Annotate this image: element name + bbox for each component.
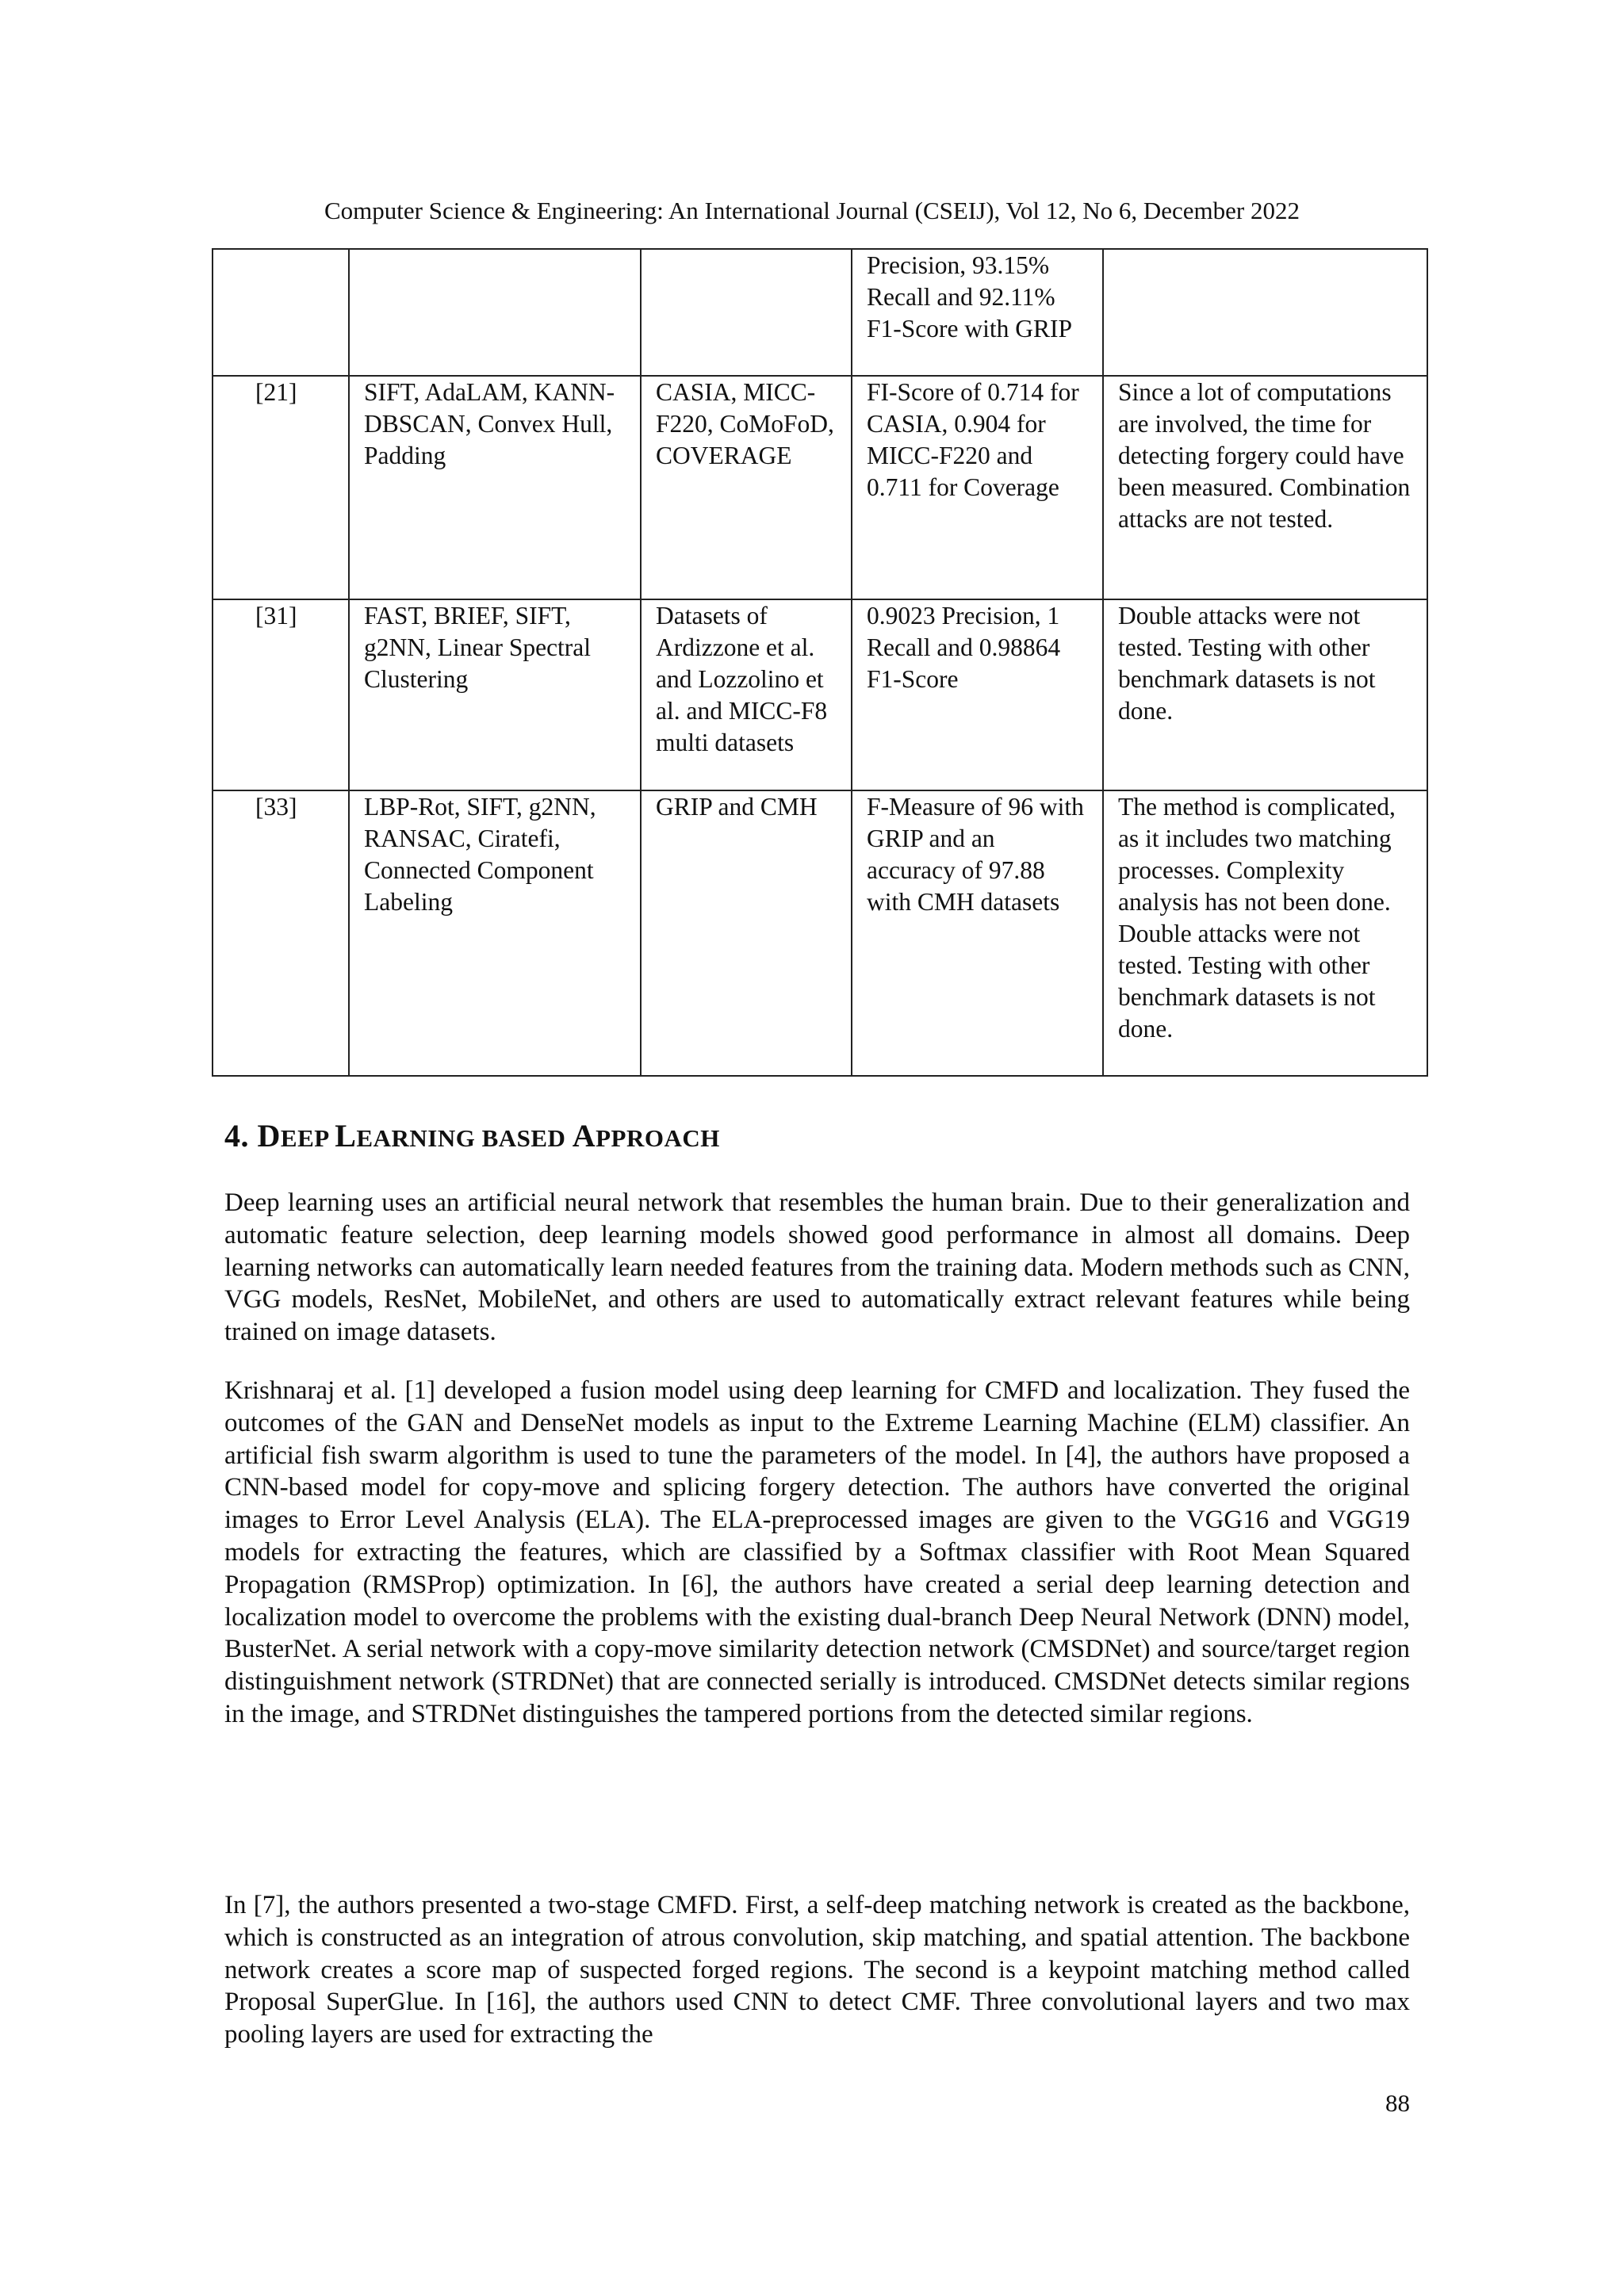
table-cell-techniques: SIFT, AdaLAM, KANN-DBSCAN, Convex Hull, Padding	[349, 376, 641, 599]
table-cell-techniques: LBP-Rot, SIFT, g2NN, RANSAC, Ciratefi, Connected Component Labeling	[349, 790, 641, 1076]
table-cell-techniques: FAST, BRIEF, SIFT, g2NN, Linear Spectral Clustering	[349, 599, 641, 790]
paragraph: In [7], the authors presented a two-stage CMFD. First, a self-deep matching network is created as the backbone, which is constructed as an integration of atrous convolution, skip matching, and spatial attention. The backbone network creates a score map of suspected forged regions. The second is a keypoint matching method called Proposal SuperGlue. In [16], the authors used CNN to detect CMF. Three convolutional layers and two max pooling layers are used for extracting the	[224, 1891, 1410, 2049]
table-cell-results: FI-Score of 0.714 for CASIA, 0.904 for MICC-F220 and 0.711 for Coverage	[852, 376, 1103, 599]
table-cell-ref: [33]	[213, 790, 349, 1076]
section-heading: 4. DEEP LEARNING BASED APPROACH	[224, 1118, 720, 1154]
table-cell-ref: [31]	[213, 599, 349, 790]
table-cell-ref	[213, 249, 349, 376]
table-cell-results: F-Measure of 96 with GRIP and an accuracy of 97.88 with CMH datasets	[852, 790, 1103, 1076]
table-cell-limitations: Since a lot of computations are involved, the time for detecting forgery could have been measured. Combination attacks are not tested.	[1103, 376, 1427, 599]
table-cell-datasets	[641, 249, 852, 376]
table-cell-results: Precision, 93.15% Recall and 92.11% F1-Score with GRIP	[852, 249, 1103, 376]
table-cell-techniques	[349, 249, 641, 376]
table-cell-limitations	[1103, 249, 1427, 376]
table-cell-limitations: Double attacks were not tested. Testing with other benchmark datasets is not done.	[1103, 599, 1427, 790]
table-row	[213, 790, 1427, 1076]
paragraph: Krishnaraj et al. [1] developed a fusion model using deep learning for CMFD and localization. They fused the outcomes of the GAN and DenseNet models as input to the Extreme Learning Machine (ELM) classifier. An artificial fish swarm algorithm is used to tune the parameters of the model. In [4], the authors have proposed a CNN-based model for copy-move and splicing forgery detection. The authors have converted the original images to Error Level Analysis (ELA). The ELA-preprocessed images are given to the VGG16 and VGG19 models for extracting the features, which are classified by a Softmax classifier with Root Mean Squared Propagation (RMSProp) optimization. In [6], the authors have created a serial deep learning detection and localization model to overcome the problems with the existing dual-branch Deep Neural Network (DNN) model, BusterNet. A serial network with a copy-move similarity detection network (CMSDNet) and source/target region distinguishment network (STRDNet) that are connected serially is introduced. CMSDNet detects similar regions in the image, and STRDNet distinguishes the tampered portions from the detected similar regions.	[224, 1376, 1410, 1728]
table-row	[213, 249, 1427, 376]
section-number: 4.	[224, 1118, 249, 1154]
table-cell-limitations: The method is complicated, as it includes two matching processes. Complexity analysis has not been done. Double attacks were not tested. Testing with other benchmark datasets is not done.	[1103, 790, 1427, 1076]
table-row	[213, 376, 1427, 599]
running-header: Computer Science & Engineering: An International Journal (CSEIJ), Vol 12, No 6, December 2022	[324, 197, 1300, 224]
table-cell-datasets: Datasets of Ardizzone et al. and Lozzolino et al. and MICC-F8 multi datasets	[641, 599, 852, 790]
table-cell-ref: [21]	[213, 376, 349, 599]
paragraph: Deep learning uses an artificial neural network that resembles the human brain. Due to their generalization and automatic feature selection, deep learning models showed good performance in almost all domains. Deep learning networks can automatically learn needed features from the training data. Modern methods such as CNN, VGG models, ResNet, MobileNet, and others are used to automatically extract relevant features while being trained on image datasets.	[224, 1188, 1410, 1347]
page-number: 88	[1385, 2089, 1410, 2117]
table-cell-results: 0.9023 Precision, 1 Recall and 0.98864 F1-Score	[852, 599, 1103, 790]
table-cell-datasets: GRIP and CMH	[641, 790, 852, 1076]
table-row	[213, 599, 1427, 790]
table-cell-datasets: CASIA, MICC-F220, CoMoFoD, COVERAGE	[641, 376, 852, 599]
comparison-table	[212, 248, 1428, 1077]
